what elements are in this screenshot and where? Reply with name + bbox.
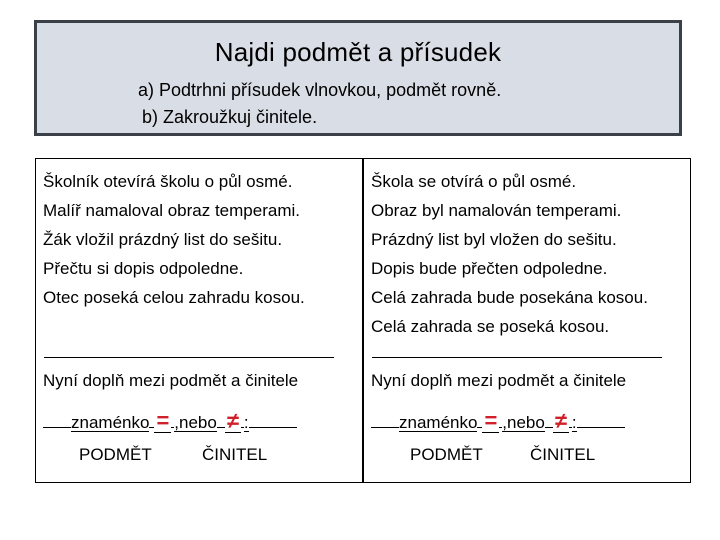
right-sentence-list bbox=[371, 167, 648, 341]
not-equal-sign: ≠ bbox=[226, 408, 239, 433]
sign-fill-line[interactable] bbox=[43, 409, 297, 433]
sentence: Přečtu si dopis odpoledne. bbox=[43, 259, 244, 278]
colon: : bbox=[571, 413, 577, 432]
word-znamenko: znaménko bbox=[399, 413, 478, 432]
blank[interactable] bbox=[545, 409, 553, 428]
sentence: Školník otevírá školu o půl osmé. bbox=[43, 172, 293, 191]
word-nebo: ,nebo bbox=[502, 413, 545, 432]
sign-fill-line[interactable] bbox=[371, 409, 625, 433]
label-agent: ČINITEL bbox=[530, 445, 596, 464]
label-subject: PODMĚT bbox=[410, 445, 483, 464]
instruction-b: b) Zakroužkuj činitele. bbox=[142, 107, 318, 127]
divider-line bbox=[44, 357, 334, 358]
sentence: Škola se otvírá o půl osmé. bbox=[371, 172, 577, 191]
fill-prompt: Nyní doplň mezi podmět a činitele bbox=[43, 371, 299, 390]
not-equal-sign: ≠ bbox=[554, 408, 567, 433]
sentence: Žák vložil prázdný list do sešitu. bbox=[43, 230, 283, 249]
word-znamenko: znaménko bbox=[71, 413, 150, 432]
divider-line bbox=[372, 357, 662, 358]
sentence: Otec poseká celou zahradu kosou. bbox=[43, 288, 305, 307]
colon: : bbox=[243, 413, 249, 432]
blank[interactable] bbox=[249, 409, 297, 428]
blank[interactable] bbox=[371, 409, 399, 428]
label-subject: PODMĚT bbox=[79, 445, 152, 464]
equal-sign: = bbox=[484, 408, 498, 433]
sentence: Malíř namaloval obraz temperami. bbox=[43, 201, 300, 220]
header-box bbox=[34, 20, 682, 136]
instruction-a: a) Podtrhni přísudek vlnovkou, podmět rovně. bbox=[138, 80, 502, 100]
blank[interactable] bbox=[217, 409, 225, 428]
word-nebo: ,nebo bbox=[174, 413, 217, 432]
label-agent: ČINITEL bbox=[202, 445, 268, 464]
right-exercise-panel bbox=[363, 158, 691, 483]
sentence: Celá zahrada se poseká kosou. bbox=[371, 317, 610, 336]
left-sentence-list bbox=[43, 167, 305, 312]
sentence: Dopis bude přečten odpoledne. bbox=[371, 259, 608, 278]
fill-prompt: Nyní doplň mezi podmět a činitele bbox=[371, 371, 627, 390]
page-title: Najdi podmět a přísudek bbox=[214, 37, 502, 67]
left-exercise-panel bbox=[35, 158, 363, 483]
sentence: Obraz byl namalován temperami. bbox=[371, 201, 622, 220]
sentence: Prázdný list byl vložen do sešitu. bbox=[371, 230, 617, 249]
blank[interactable] bbox=[577, 409, 625, 428]
sentence: Celá zahrada bude posekána kosou. bbox=[371, 288, 648, 307]
equal-sign: = bbox=[156, 408, 170, 433]
blank[interactable] bbox=[43, 409, 71, 428]
